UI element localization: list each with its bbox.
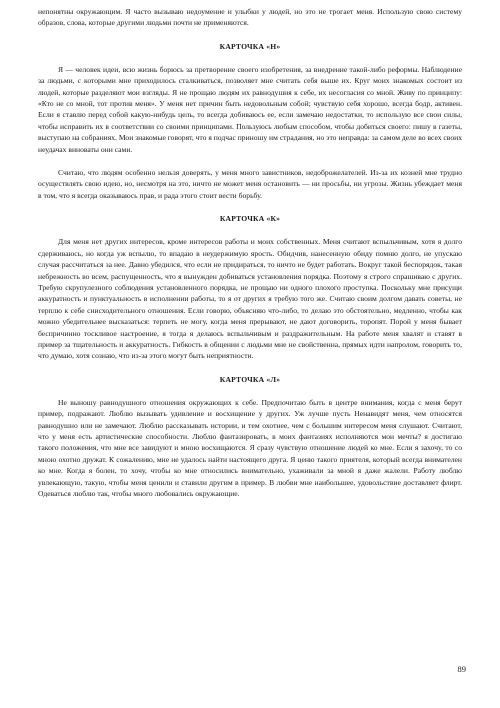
paragraph: Я — человек идеи, всю жизнь борюсь за претворение своего изобретения, за внедрение такой-либо реформы. Наблюдение за людьми, с которыми мне приходилось сталкиваться, позволяет мне считать себя выше их. Круг моих знакомых состоит из людей, которые разделяют мои взгляды. Я не прощаю людям их равнодушия к себе, их несогласия со мной. Живу по принципу: «Кто не со мной, тот против меня». У меня нет причин быть недовольным собой; чувствую себя хорошо, всегда бодр, активен. Если я ставлю перед собой какую-нибудь цель, то всегда добиваюсь ее, если замечаю недостатки, то использую все свои силы, чтобы исправить их в соответствии со своими принципами. Пользуюсь любым способом, чтобы добиться своего: пишу в газеты, выступаю на собраниях. Мои знакомые говорят, что я подчас приношу им страдания, но это неправда: за самом деле во всех своих неудачах виноваты они сами. (38, 64, 462, 154)
section-heading: КАРТОЧКА «К» (219, 214, 281, 224)
page-number: 89 (457, 664, 466, 674)
paragraph: Считаю, что людям особенно нельзя доверять, у меня много завистников, недоброжелателей. Из-за их козней мне трудно осуществлять свою идею, но, несмотря на это, ничто не может меня остановить — ни просьбы, ни угрозы. Жизнь убеждает меня в том, что я всегда оказываюсь прав, и рада этого стоит вести борьбу. (38, 168, 462, 200)
paragraph: Не выношу равнодушного отношения окружающих к себе. Предпочитаю быть в центре внимания, когда с меня берут пример, подражают. Люблю вызывать удивление и восхищение у других. Уж лучше пусть Ненавидят меня, чем относятся равнодушно или не замечают. Люблю рассказывать истории, и тем охотнее, чем с большим интересом меня слушают. Считают, что у меня есть артистические способности. Люблю фантазировать, в моих фантазиях исполняются мои мечты? я достигаю такого положения, что мне все завидуют и мною восхищаются. Я сразу чувствую отношение людей ко мне. Если я захочу, то со мною охотно дружат. К сожалению, мне не удалось найти настоящего друга. Я ценю такого приятеля, который всегда внимателен ко мне. Когда я болен, то хочу, чтобы ко мне относились внимательно, ухаживали за мной я даже жалели. Работу люблю увлекающую, такую, чтобы меня ценили и ставили другим в пример. В любви мне наибольшее, удовольствие доставляет флирт. Одеваться люблю так, чтобы много любовались окружающие. (38, 397, 462, 498)
paragraph: непонятны окружающим. Я часто вызываю недоумение и улыбки у людей, но это не трогает меня. Использую свою систему образов, слова, которые другими людьми почти не применяются. (38, 7, 462, 28)
paragraph: Для меня нет других интересов, кроме интересов работы и моих собственных. Меня считают вспыльчивым, хотя я долго сдерживаюсь, но когда уж вспылю, то впадаю в неудержимую ярость. Обидчив, нанесенную обиду помню долго, не упускаю случая рассчитаться за нее. Давно убедился, что если не придираться, то ничто не будет работать. Вокруг такой беспорядок, такая небрежность во всем, распущенность, что я вынужден добиваться установления порядка. Поэтому я строго спрашиваю с других. Требую скрупулезного соблюдения установленного порядка, не прощаю ни одного плохого проступка. Поскольку мне присущи аккуратность и пунктуальность в исполнении работы, то я от других я требую того же. Считаю своим долгом давать советы, не терплю к себе снисходительного отношения. Если говорю, объясняю что-либо, то делаю это обстоятельно, медленно, чтобы как можно убедительнее высказаться: терпеть не могу, когда меня прерывают, не дают договорить, торопят. Порой у меня бывает беспричинно тоскливое настроение, я тогда я делаюсь вспыльчивым и раздражительным. На работе меня хвалят и ставят в пример за тщательность и аккуратность. Гибкость в общении с людьми мне не свойственна, прямых идти напролом, говорить то, что думаю, хотя сознаю, что из-за этого могут быть неприятности. (38, 237, 462, 361)
section-heading: КАРТОЧКА «Н» (219, 41, 281, 51)
section-heading: КАРТОЧКА «Л» (219, 374, 281, 384)
